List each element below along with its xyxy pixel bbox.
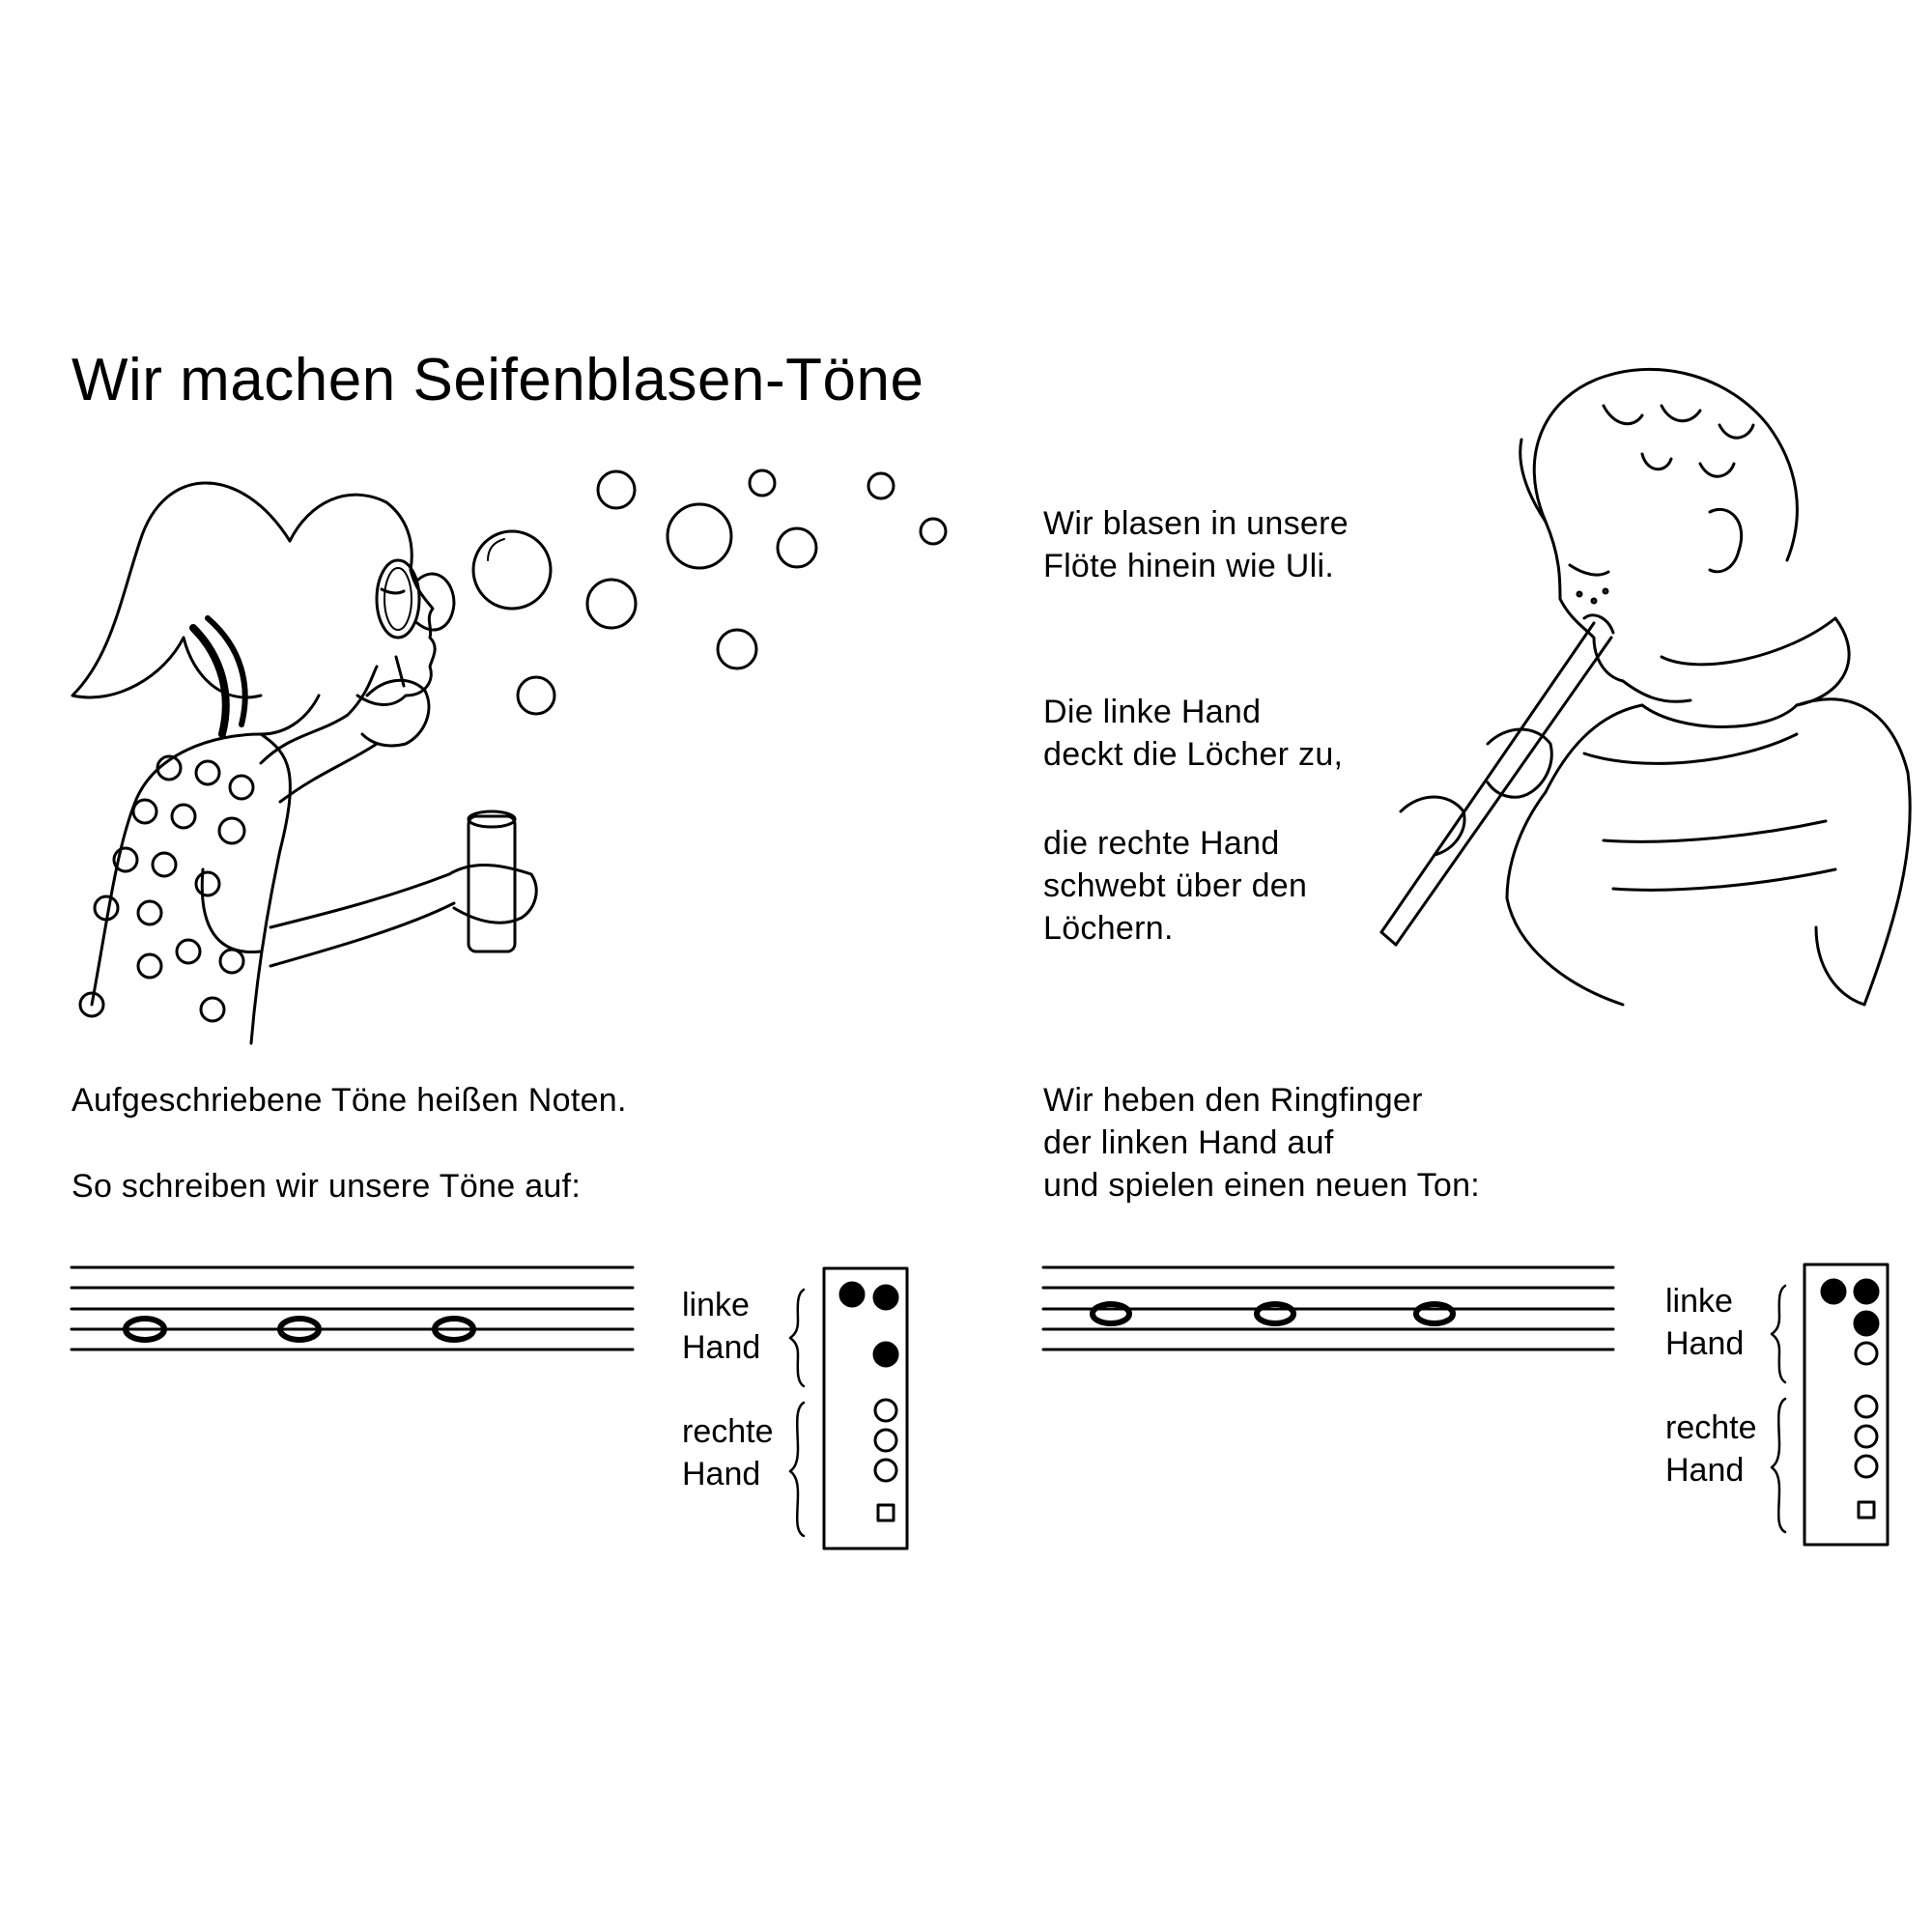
brace-right-hand-2 (1772, 1399, 1785, 1532)
girl-illustration (72, 483, 536, 1043)
label-line: Hand (1665, 1325, 1745, 1362)
hole-open (1856, 1456, 1877, 1477)
hole-open (875, 1460, 896, 1481)
hole-open (1856, 1396, 1877, 1417)
text-line: die rechte Hand (1043, 825, 1280, 862)
whole-note (1093, 1304, 1129, 1323)
hole-open (1856, 1343, 1877, 1364)
text-line: Wir blasen in unsere (1043, 505, 1349, 542)
hole-open (875, 1430, 896, 1451)
text-line: und spielen einen neuen Ton: (1043, 1167, 1481, 1204)
hole-filled (840, 1283, 864, 1306)
text-line: Die linke Hand (1043, 694, 1262, 730)
hole-filled (1855, 1312, 1878, 1335)
text-line: Löchern. (1043, 910, 1174, 947)
text-line-notes: Aufgeschriebene Töne heißen Noten. (71, 1082, 627, 1119)
hole-open (1856, 1426, 1877, 1447)
label-line: Hand (682, 1329, 761, 1366)
fingering-chart-1 (824, 1268, 907, 1548)
text-line: Wir heben den Ringfinger (1043, 1082, 1423, 1119)
label-line: rechte (1665, 1409, 1757, 1446)
fingering-chart-2 (1804, 1264, 1888, 1545)
label-line: rechte (682, 1413, 774, 1450)
hole-open (875, 1400, 896, 1421)
brace-left-hand-1 (790, 1290, 804, 1386)
hole-filled (874, 1286, 897, 1309)
hole-open-thumb (1859, 1502, 1874, 1518)
whole-note (1416, 1304, 1453, 1323)
hole-filled (1855, 1280, 1878, 1303)
text-line: schwebt über den (1043, 867, 1308, 904)
label-line: Hand (1665, 1452, 1745, 1489)
boy-illustration (1381, 369, 1910, 1005)
label-line: linke (682, 1287, 750, 1323)
text-line: Flöte hinein wie Uli. (1043, 548, 1335, 584)
text-line-write: So schreiben wir unsere Töne auf: (71, 1168, 582, 1205)
page-title: Wir machen Seifenblasen-Töne (71, 347, 924, 413)
soap-bubbles (473, 470, 946, 714)
brace-right-hand-1 (790, 1403, 804, 1536)
whole-note (1257, 1304, 1293, 1323)
hole-filled (874, 1343, 897, 1366)
text-line: deckt die Löcher zu, (1043, 736, 1344, 773)
hole-open-thumb (878, 1505, 894, 1520)
brace-left-hand-2 (1772, 1286, 1785, 1382)
text-line: der linken Hand auf (1043, 1124, 1334, 1161)
label-line: Hand (682, 1456, 761, 1492)
label-line: linke (1665, 1283, 1733, 1320)
hole-filled (1822, 1280, 1845, 1303)
